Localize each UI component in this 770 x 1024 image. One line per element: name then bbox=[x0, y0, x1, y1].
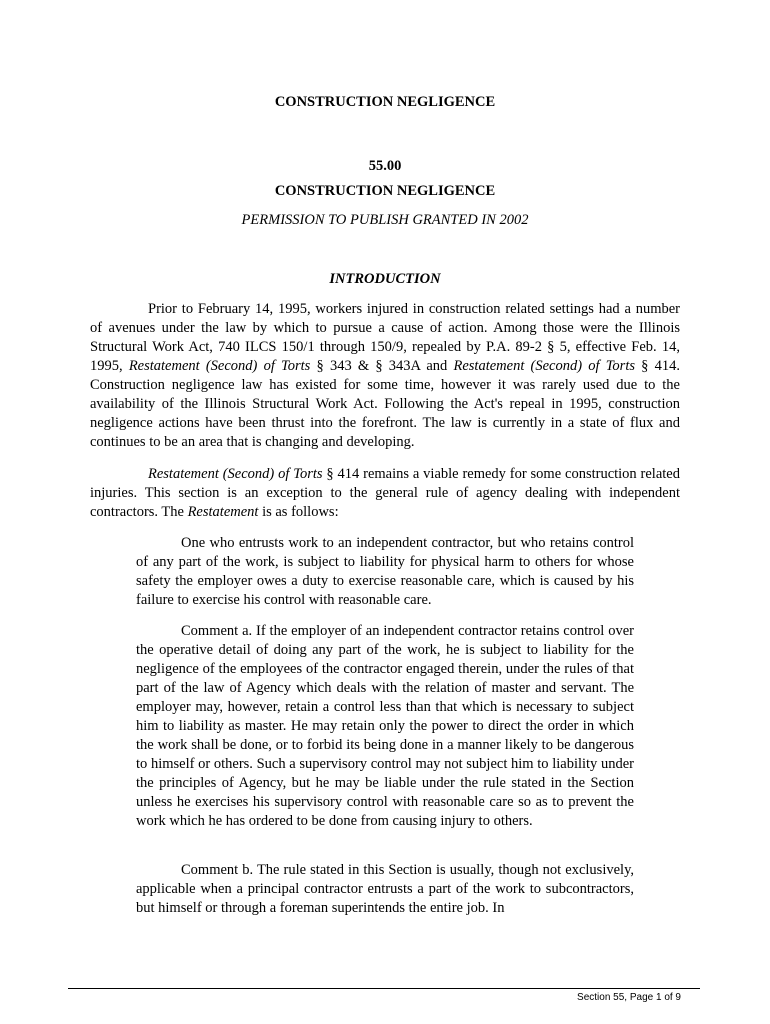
block-quote-rule: One who entrusts work to an independent contractor, but who retains control of any part of the work, is subject to liability for physical harm to others for whose safety the employer owes a duty to exercise reasonable care, which is caused by his failure to exercise his control with reasonable care. bbox=[136, 535, 634, 608]
citation-restatement: Restatement (Second) of Torts bbox=[148, 466, 323, 482]
restatement-paragraph bbox=[90, 465, 680, 522]
page-number-footer: Section 55, Page 1 of 9 bbox=[577, 992, 681, 1003]
paragraph-text: § 343 & § 343A and bbox=[310, 358, 454, 374]
block-quote-comment-b: Comment b. The rule stated in this Section is usually, though not exclusively, applicable when a principal contractor entrusts a part of the work to subcontractors, but himself or through a foreman superintends the entire job. In bbox=[136, 862, 634, 916]
paragraph-text: § 414. Construction negligence law has existed for some time, however it was rarely used due to the availability of the Illinois Structural Work Act. Following the Act's repeal in 1995, construction negligence actions have been thrust into the forefront. The law is currently in a state of flux and continues to be an area that is changing and developing. bbox=[90, 358, 680, 450]
citation-restatement-short: Restatement bbox=[187, 504, 259, 520]
block-quote-comment-a: Comment a. If the employer of an independent contractor retains control over the operative detail of doing any part of the work, he is subject to liability for the negligence of the employees of the contractor engaged therein, under the rules of that part of the law of Agency which deals with the relation of master and servant. The employer may, however, retain a control less than that which is necessary to subject him to liability as master. He may retain only the power to direct the order in which the work shall be done, or to forbid its being done in a manner likely to be dangerous to himself or others. Such a supervisory control may not subject him to liability under the principles of Agency, but he may be liable under the rule stated in the Section unless he exercises his supervisory control with reasonable care so as to prevent the work which he has ordered to be done from causing injury to others. bbox=[136, 623, 634, 829]
citation-restatement: Restatement (Second) of Torts bbox=[128, 358, 311, 374]
citation-restatement: Restatement (Second) of Torts bbox=[453, 358, 635, 374]
document-heading: CONSTRUCTION NEGLIGENCE bbox=[274, 94, 496, 110]
section-number: 55.00 bbox=[368, 158, 402, 174]
introduction-heading: INTRODUCTION bbox=[329, 271, 441, 287]
intro-paragraph bbox=[90, 300, 680, 452]
paragraph-text: § 414 remains a viable remedy for some construction related injuries. This section is an exception to the general rule of agency dealing with independent contractors. The bbox=[90, 466, 680, 520]
footer-divider bbox=[68, 988, 700, 989]
permission-notice: PERMISSION TO PUBLISH GRANTED IN 2002 bbox=[241, 212, 529, 228]
section-title: CONSTRUCTION NEGLIGENCE bbox=[274, 183, 496, 199]
paragraph-text: is as follows: bbox=[258, 504, 339, 520]
paragraph-text: Prior to February 14, 1995, workers injured in construction related settings had a number of avenues under the law by which to pursue a cause of action. Among those were the Illinois Structural Work Act, 740 ILCS 150/1 through 150/9, repealed by P.A. 89-2 § 5, effective Feb. 14, 1995, bbox=[90, 301, 680, 374]
